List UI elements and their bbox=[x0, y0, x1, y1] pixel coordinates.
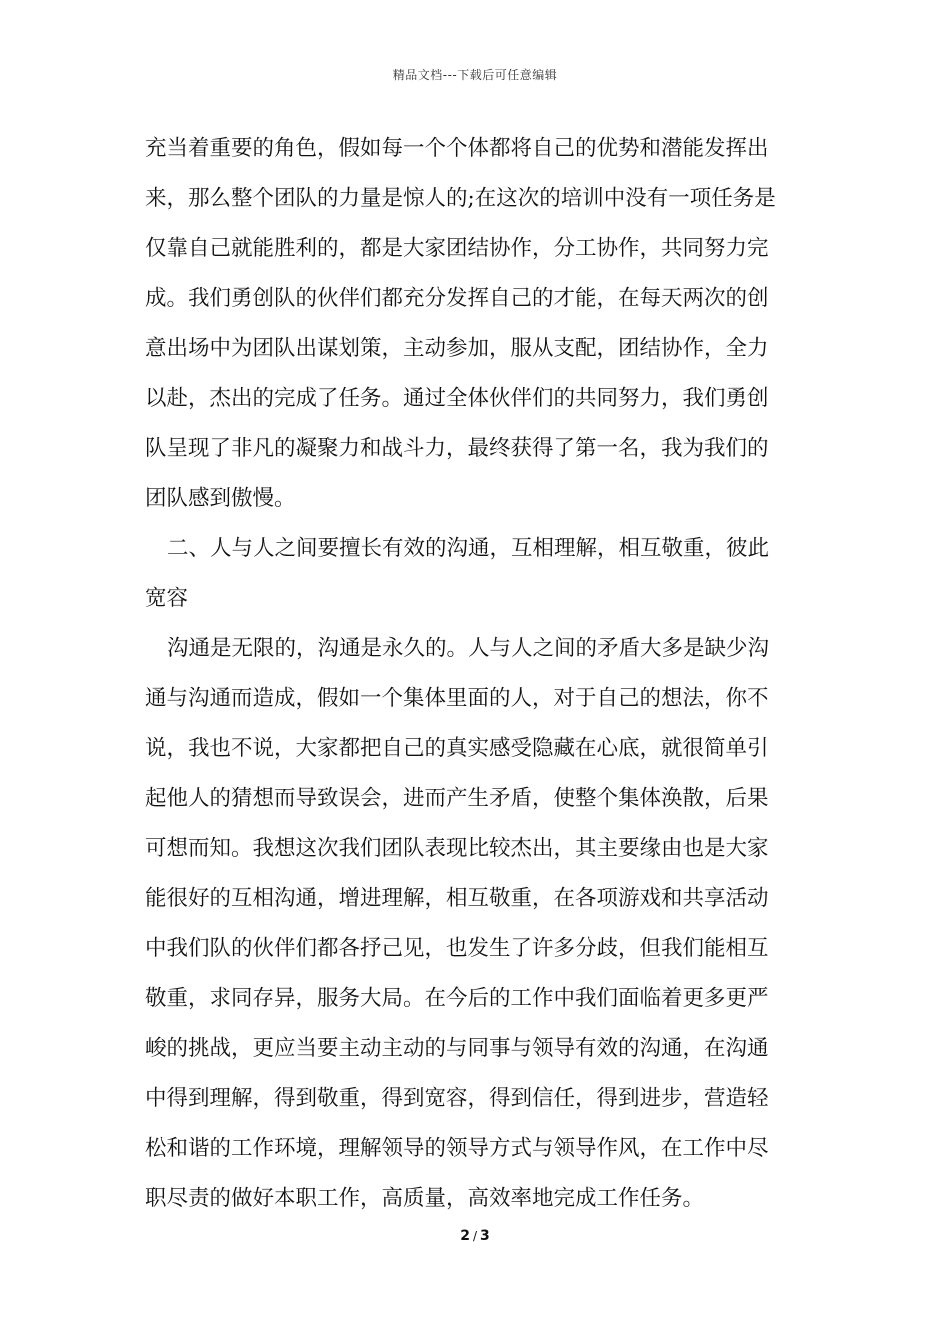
document-body bbox=[145, 124, 815, 1224]
text-line: 充当着重要的角色，假如每一个个体都将自己的优势和潜能发挥出 bbox=[145, 136, 769, 161]
page-separator: / bbox=[472, 1229, 478, 1243]
text-line: 中我们队的伙伴们都各抒己见，也发生了许多分歧，但我们能相互 bbox=[145, 936, 769, 961]
text-line: 成。我们勇创队的伙伴们都充分发挥自己的才能，在每天两次的创 bbox=[145, 286, 769, 311]
text-line: 中得到理解，得到敬重，得到宽容，得到信任，得到进步，营造轻 bbox=[145, 1086, 769, 1111]
page-number bbox=[0, 1228, 950, 1244]
text-line: 职尽责的做好本职工作，高质量，高效率地完成工作任务。 bbox=[145, 1186, 705, 1211]
text-line: 峻的挑战，更应当要主动主动的与同事与领导有效的沟通，在沟通 bbox=[145, 1036, 769, 1061]
text-line: 意出场中为团队出谋划策，主动参加，服从支配，团结协作，全力 bbox=[145, 336, 769, 361]
section-heading-line: 宽容 bbox=[145, 586, 189, 611]
text-line: 敬重，求同存异，服务大局。在今后的工作中我们面临着更多更严 bbox=[145, 986, 769, 1011]
text-line: 能很好的互相沟通，增进理解，相互敬重，在各项游戏和共享活动 bbox=[145, 886, 769, 911]
text-line: 来，那么整个团队的力量是惊人的;在这次的培训中没有一项任务是 bbox=[145, 186, 776, 211]
text-line: 队呈现了非凡的凝聚力和战斗力，最终获得了第一名，我为我们的 bbox=[145, 436, 769, 461]
total-pages-number: 3 bbox=[480, 1228, 490, 1244]
text-line: 以赴，杰出的完成了任务。通过全体伙伴们的共同努力，我们勇创 bbox=[145, 386, 769, 411]
text-line: 沟通是无限的，沟通是永久的。人与人之间的矛盾大多是缺少沟 bbox=[167, 636, 770, 661]
text-line: 仅靠自己就能胜利的，都是大家团结协作，分工协作，共同努力完 bbox=[145, 236, 769, 261]
text-line: 可想而知。我想这次我们团队表现比较杰出，其主要缘由也是大家 bbox=[145, 836, 769, 861]
text-line: 说，我也不说，大家都把自己的真实感受隐藏在心底，就很简单引 bbox=[145, 736, 769, 761]
text-line: 起他人的猜想而导致误会，进而产生矛盾，使整个集体涣散，后果 bbox=[145, 786, 769, 811]
text-line: 松和谐的工作环境，理解领导的领导方式与领导作风，在工作中尽 bbox=[145, 1136, 769, 1161]
section-heading-line: 二、人与人之间要擅长有效的沟通，互相理解，相互敬重，彼此 bbox=[167, 536, 770, 561]
current-page-number: 2 bbox=[460, 1228, 470, 1244]
text-line: 团队感到傲慢。 bbox=[145, 486, 296, 511]
text-line: 通与沟通而造成，假如一个集体里面的人，对于自己的想法，你不 bbox=[145, 686, 769, 711]
page-header: 精品文档---下载后可任意编辑 bbox=[392, 68, 558, 82]
